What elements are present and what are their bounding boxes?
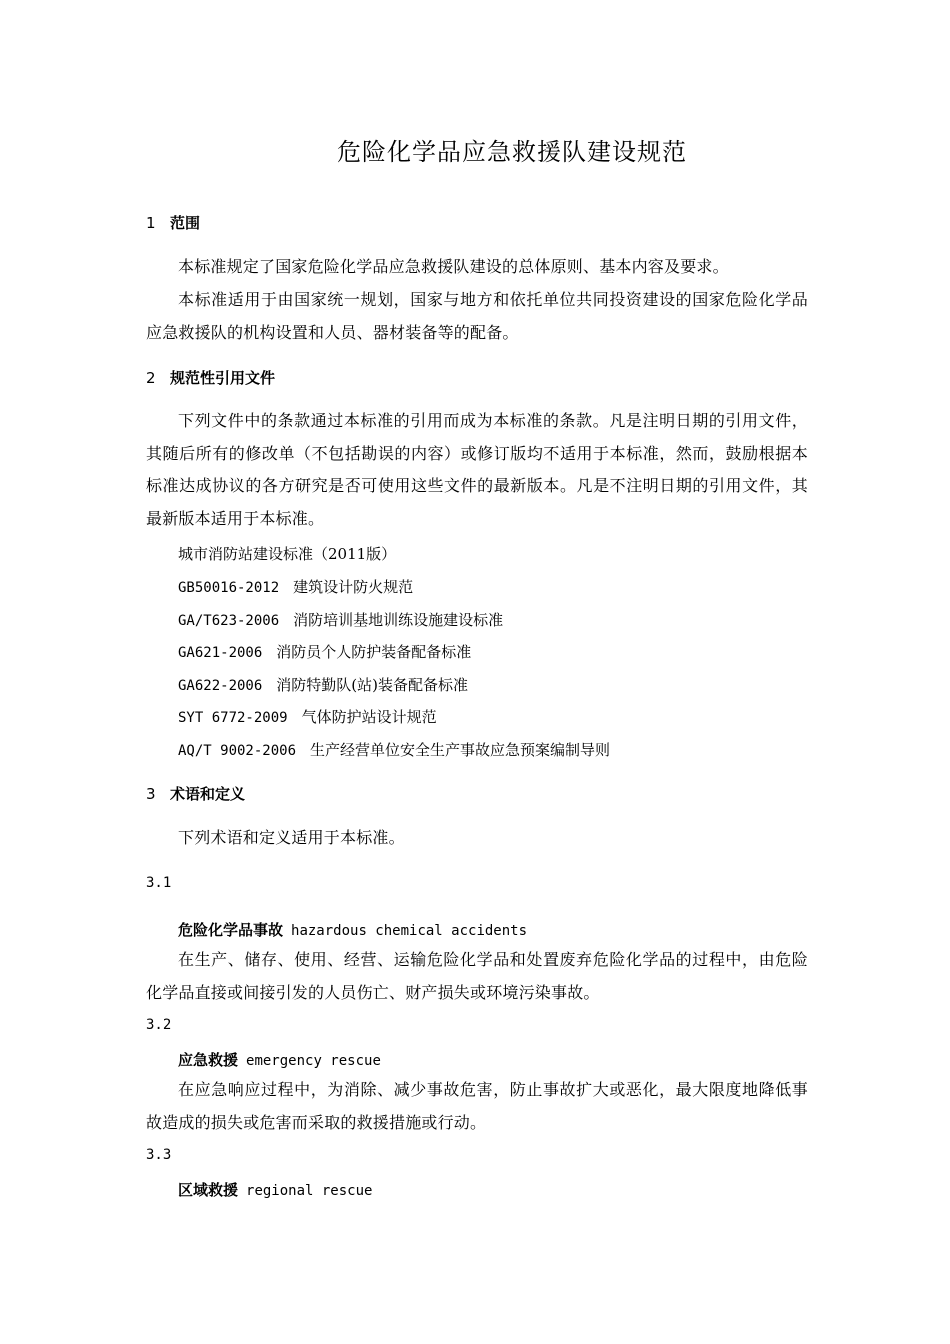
- term-definition: 在生产、储存、使用、经营、运输危险化学品和处置废弃危险化学品的过程中，由危险化学品直接或间接引发的人员伤亡、财产损失或环境污染事故。: [146, 950, 808, 1002]
- section-number: 2: [146, 369, 156, 387]
- term-english: hazardous chemical accidents: [291, 923, 528, 939]
- reference-code: SYT 6772-2009: [178, 710, 288, 726]
- reference-item: [178, 609, 503, 630]
- document-title: 危险化学品应急救援队建设规范: [337, 138, 687, 166]
- term-english: emergency rescue: [246, 1053, 381, 1069]
- reference-code: AQ/T 9002-2006: [178, 743, 297, 759]
- reference-item: [178, 739, 610, 760]
- reference-title: 建筑设计防火规范: [293, 578, 414, 596]
- reference-code: GB50016-2012: [178, 580, 280, 596]
- section-title: 规范性引用文件: [170, 369, 276, 387]
- reference-item: [178, 706, 437, 727]
- reference-item: [178, 543, 396, 564]
- reference-title: 城市消防站建设标准（2011版）: [178, 545, 397, 563]
- clause-number: 3.1: [146, 875, 172, 891]
- paragraph: 下列文件中的条款通过本标准的引用而成为本标准的条款。凡是注明日期的引用文件，其随后所有的修改单（不包括勘误的内容）或修订版均不适用于本标准，然而，鼓励根据本标准达成协议的各方研究是否可使用这些文件的最新版本。凡是不注明日期的引用文件，其最新版本适用于本标准。: [146, 411, 808, 528]
- clause-number: 3.3: [146, 1147, 172, 1163]
- paragraph: 本标准适用于由国家统一规划，国家与地方和依托单位共同投资建设的国家危险化学品应急救援队的机构设置和人员、器材装备等的配备。: [146, 290, 808, 342]
- reference-code: GA/T623-2006: [178, 613, 280, 629]
- term-heading: [178, 1179, 372, 1200]
- section-2-heading: [146, 367, 275, 388]
- term-definition: 在应急响应过程中，为消除、减少事故危害，防止事故扩大或恶化，最大限度地降低事故造成的损失或危害而采取的救援措施或行动。: [146, 1080, 808, 1132]
- clause-number: 3.2: [146, 1017, 172, 1033]
- term-chinese: 应急救援: [178, 1051, 239, 1069]
- reference-title: 生产经营单位安全生产事故应急预案编制导则: [310, 741, 611, 759]
- section-number: 1: [146, 214, 156, 232]
- reference-title: 消防特勤队(站)装备配备标准: [276, 676, 469, 694]
- reference-item: [178, 641, 471, 662]
- section-1-heading: [146, 212, 200, 233]
- reference-title: 消防培训基地训练设施建设标准: [293, 611, 504, 629]
- term-chinese: 危险化学品事故: [178, 921, 284, 939]
- reference-code: GA622-2006: [178, 678, 263, 694]
- reference-item: [178, 674, 468, 695]
- reference-item: [178, 576, 413, 597]
- term-english: regional rescue: [246, 1183, 373, 1199]
- term-heading: [178, 1049, 381, 1070]
- paragraph: 下列术语和定义适用于本标准。: [178, 828, 405, 847]
- section-title: 术语和定义: [170, 785, 246, 803]
- reference-title: 气体防护站设计规范: [301, 708, 437, 726]
- section-number: 3: [146, 785, 156, 803]
- term-chinese: 区域救援: [178, 1181, 239, 1199]
- paragraph: 本标准规定了国家危险化学品应急救援队建设的总体原则、基本内容及要求。: [178, 257, 729, 276]
- section-3-heading: [146, 783, 245, 804]
- section-title: 范围: [170, 214, 201, 232]
- reference-title: 消防员个人防护装备配备标准: [276, 643, 472, 661]
- term-heading: [178, 919, 527, 940]
- reference-code: GA621-2006: [178, 645, 263, 661]
